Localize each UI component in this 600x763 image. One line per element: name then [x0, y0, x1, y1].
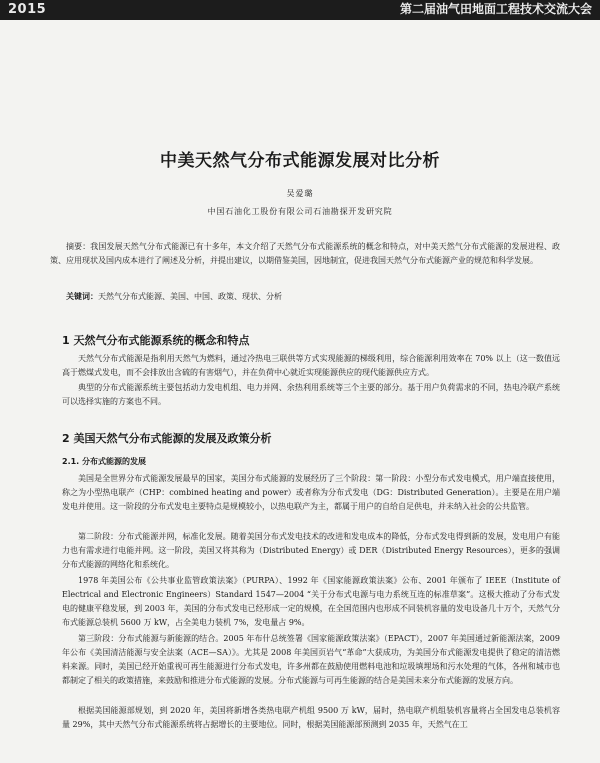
paper-affiliation: 中国石油化工股份有限公司石油勘探开发研究院 — [207, 207, 393, 216]
paper-author: 吴爱璐 — [286, 189, 314, 198]
section-1-heading: 1 天然气分布式能源系统的概念和特点 — [62, 334, 250, 347]
section-2-1-heading: 2.1. 分布式能源的发展 — [62, 457, 146, 466]
section-2-paragraph: 1978 年美国公布《公共事业监管政策法案》（PURPA）、1992 年《国家能源政策法案》公布、2001 年颁布了 IEEE（Institute of Electrical and Electronic Engineers）Standard 1547—2004 “关于分布式电源与电力系统互连的标准草案”。这极大推动了分布式发电的健康平稳发展，到 2003 年，美国的分布式发电已经形成一定的规模，在全国范围内也形成不同装机容量的发电设备几十万个，天然气分布式能源总装机 5600 万 kW，占全美电力装机 7%，发电量占 9%。 — [62, 576, 560, 627]
abstract: 摘要：我国发展天然气分布式能源已有十多年，本文介绍了天然气分布式能源系统的概念和特点，对中美天然气分布式能源的发展进程、政策、应用现状及国内成本进行了阐述及分析，并提出建议，以期借鉴美国，因地制宜，促进我国天然气分布式能源产业的规范和科学发展。 — [50, 242, 560, 265]
keywords-text: 天然气分布式能源、美国、中国、政策、现状、分析 — [98, 292, 282, 301]
page-year: 2015 — [8, 2, 47, 17]
paper-title: 中美天然气分布式能源发展对比分析 — [160, 151, 440, 171]
section-2-paragraph: 美国是全世界分布式能源发展最早的国家，美国分布式能源的发展经历了三个阶段：第一阶段：小型分布式发电模式，用户端直接使用，称之为小型热电联产（CHP：combined heating and power）或者称为分布式发电（DG：Distributed Generation）。主要是在用户端发电并使用。这一阶段的分布式发电主要特点是规模较小，以热电联产为主，都属于用户的自给自足供电，并未纳入社会的公共监管。 — [62, 474, 560, 511]
section-2-heading: 2 美国天然气分布式能源的发展及政策分析 — [62, 432, 272, 445]
section-2-paragraph: 根据美国能源部规划，到 2020 年，美国将新增各类热电联产机组 9500 万 kW，届时，热电联产机组装机容量将占全国发电总装机容量 29%，其中天然气分布式能源系统将占据增长的主要地位。同时，根据美国能源部预测到 2035 年，天然气在工 — [62, 706, 560, 729]
section-1-paragraph: 典型的分布式能源系统主要包括动力发电机组、电力并网、余热利用系统等三个主要的部分。基于用户负荷需求的不同，热电冷联产系统可以选择实施的方案也不同。 — [62, 383, 560, 406]
conference-name: 第二届油气田地面工程技术交流大会 — [399, 2, 592, 16]
section-1-paragraph: 天然气分布式能源是指利用天然气为燃料，通过冷热电三联供等方式实现能源的梯级利用，综合能源利用效率在 70% 以上（这一数值远高于燃煤式发电，而不会排放出含硫的有害烟气），并在负荷中心就近实现能源供应的现代能源供应方式。 — [62, 354, 560, 377]
keywords — [66, 290, 560, 303]
section-2-paragraph: 第二阶段：分布式能源并网，标准化发展。随着美国分布式发电技术的改进和发电成本的降低，分布式发电得到新的发展，发电用户有能力也有需求进行电能并网。这一阶段，美国又将其称为（Distributed Energy）或 DER（Distributed Energy Resources），更多的强调分布式能源的网络化和系统化。 — [62, 532, 560, 569]
section-2-paragraph: 第三阶段：分布式能源与新能源的结合。2005 年布什总统签署《国家能源政策法案》（EPACT），2007 年美国通过新能源法案，2009 年公布《美国清洁能源与安全法案（ACE—SA）》。尤其是 2008 年美国页岩气“革命”大获成功，为美国分布式能源发电提供了稳定的清洁燃料来源。同时，美国已经开始重视可再生能源进行分布式发电，许多州都在鼓励使用燃料电池和垃圾填埋场和污水处理的气体，各州和城市也都制定了相关的政策措施，来鼓励和推进分布式能源的发展。分布式能源与可再生能源的结合是美国未来分布式能源的发展方向。 — [62, 634, 560, 685]
keywords-label: 关键词： — [66, 291, 98, 301]
header-bar — [0, 0, 600, 20]
